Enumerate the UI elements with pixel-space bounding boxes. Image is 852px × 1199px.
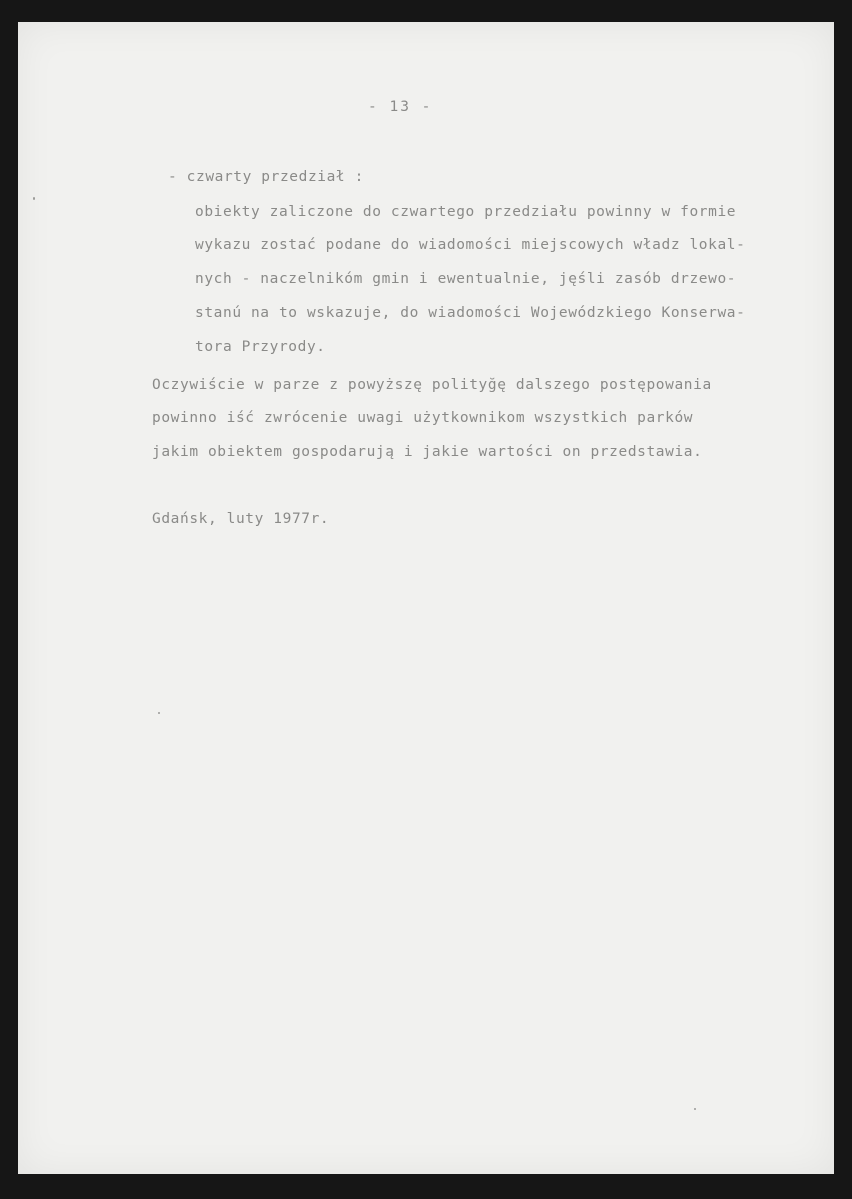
paragraph-line: powinno iść zwrócenie uwagi użytkownikom wszystkich parków — [152, 410, 694, 426]
scan-speck — [33, 197, 35, 200]
scan-speck — [158, 712, 160, 714]
section-line: obiekty zaliczone do czwartego przedziału powinny w formie — [195, 204, 737, 220]
place-and-date: Gdańsk, luty 1977r. — [152, 511, 330, 527]
section-heading: - czwarty przedział : — [168, 169, 364, 185]
page-number: - 13 - — [368, 99, 433, 115]
section-line: nych - naczelnikóm gmin i ewentualnie, jęśli zasób drzewo- — [195, 271, 737, 287]
section-line: stanú na to wskazuje, do wiadomości Wojewódzkiego Konserwa- — [195, 305, 746, 321]
paragraph-line: Oczywiście w parze z powyższę polityğę dalszego postępowania — [152, 377, 712, 393]
section-line: tora Przyrody. — [195, 339, 326, 355]
paragraph-line: jakim obiektem gospodarują i jakie wartości on przedstawia. — [152, 444, 703, 460]
scan-speck — [694, 1108, 696, 1110]
section-line: wykazu zostać podane do wiadomości miejscowych władz lokal- — [195, 237, 746, 253]
document-page — [18, 22, 834, 1174]
